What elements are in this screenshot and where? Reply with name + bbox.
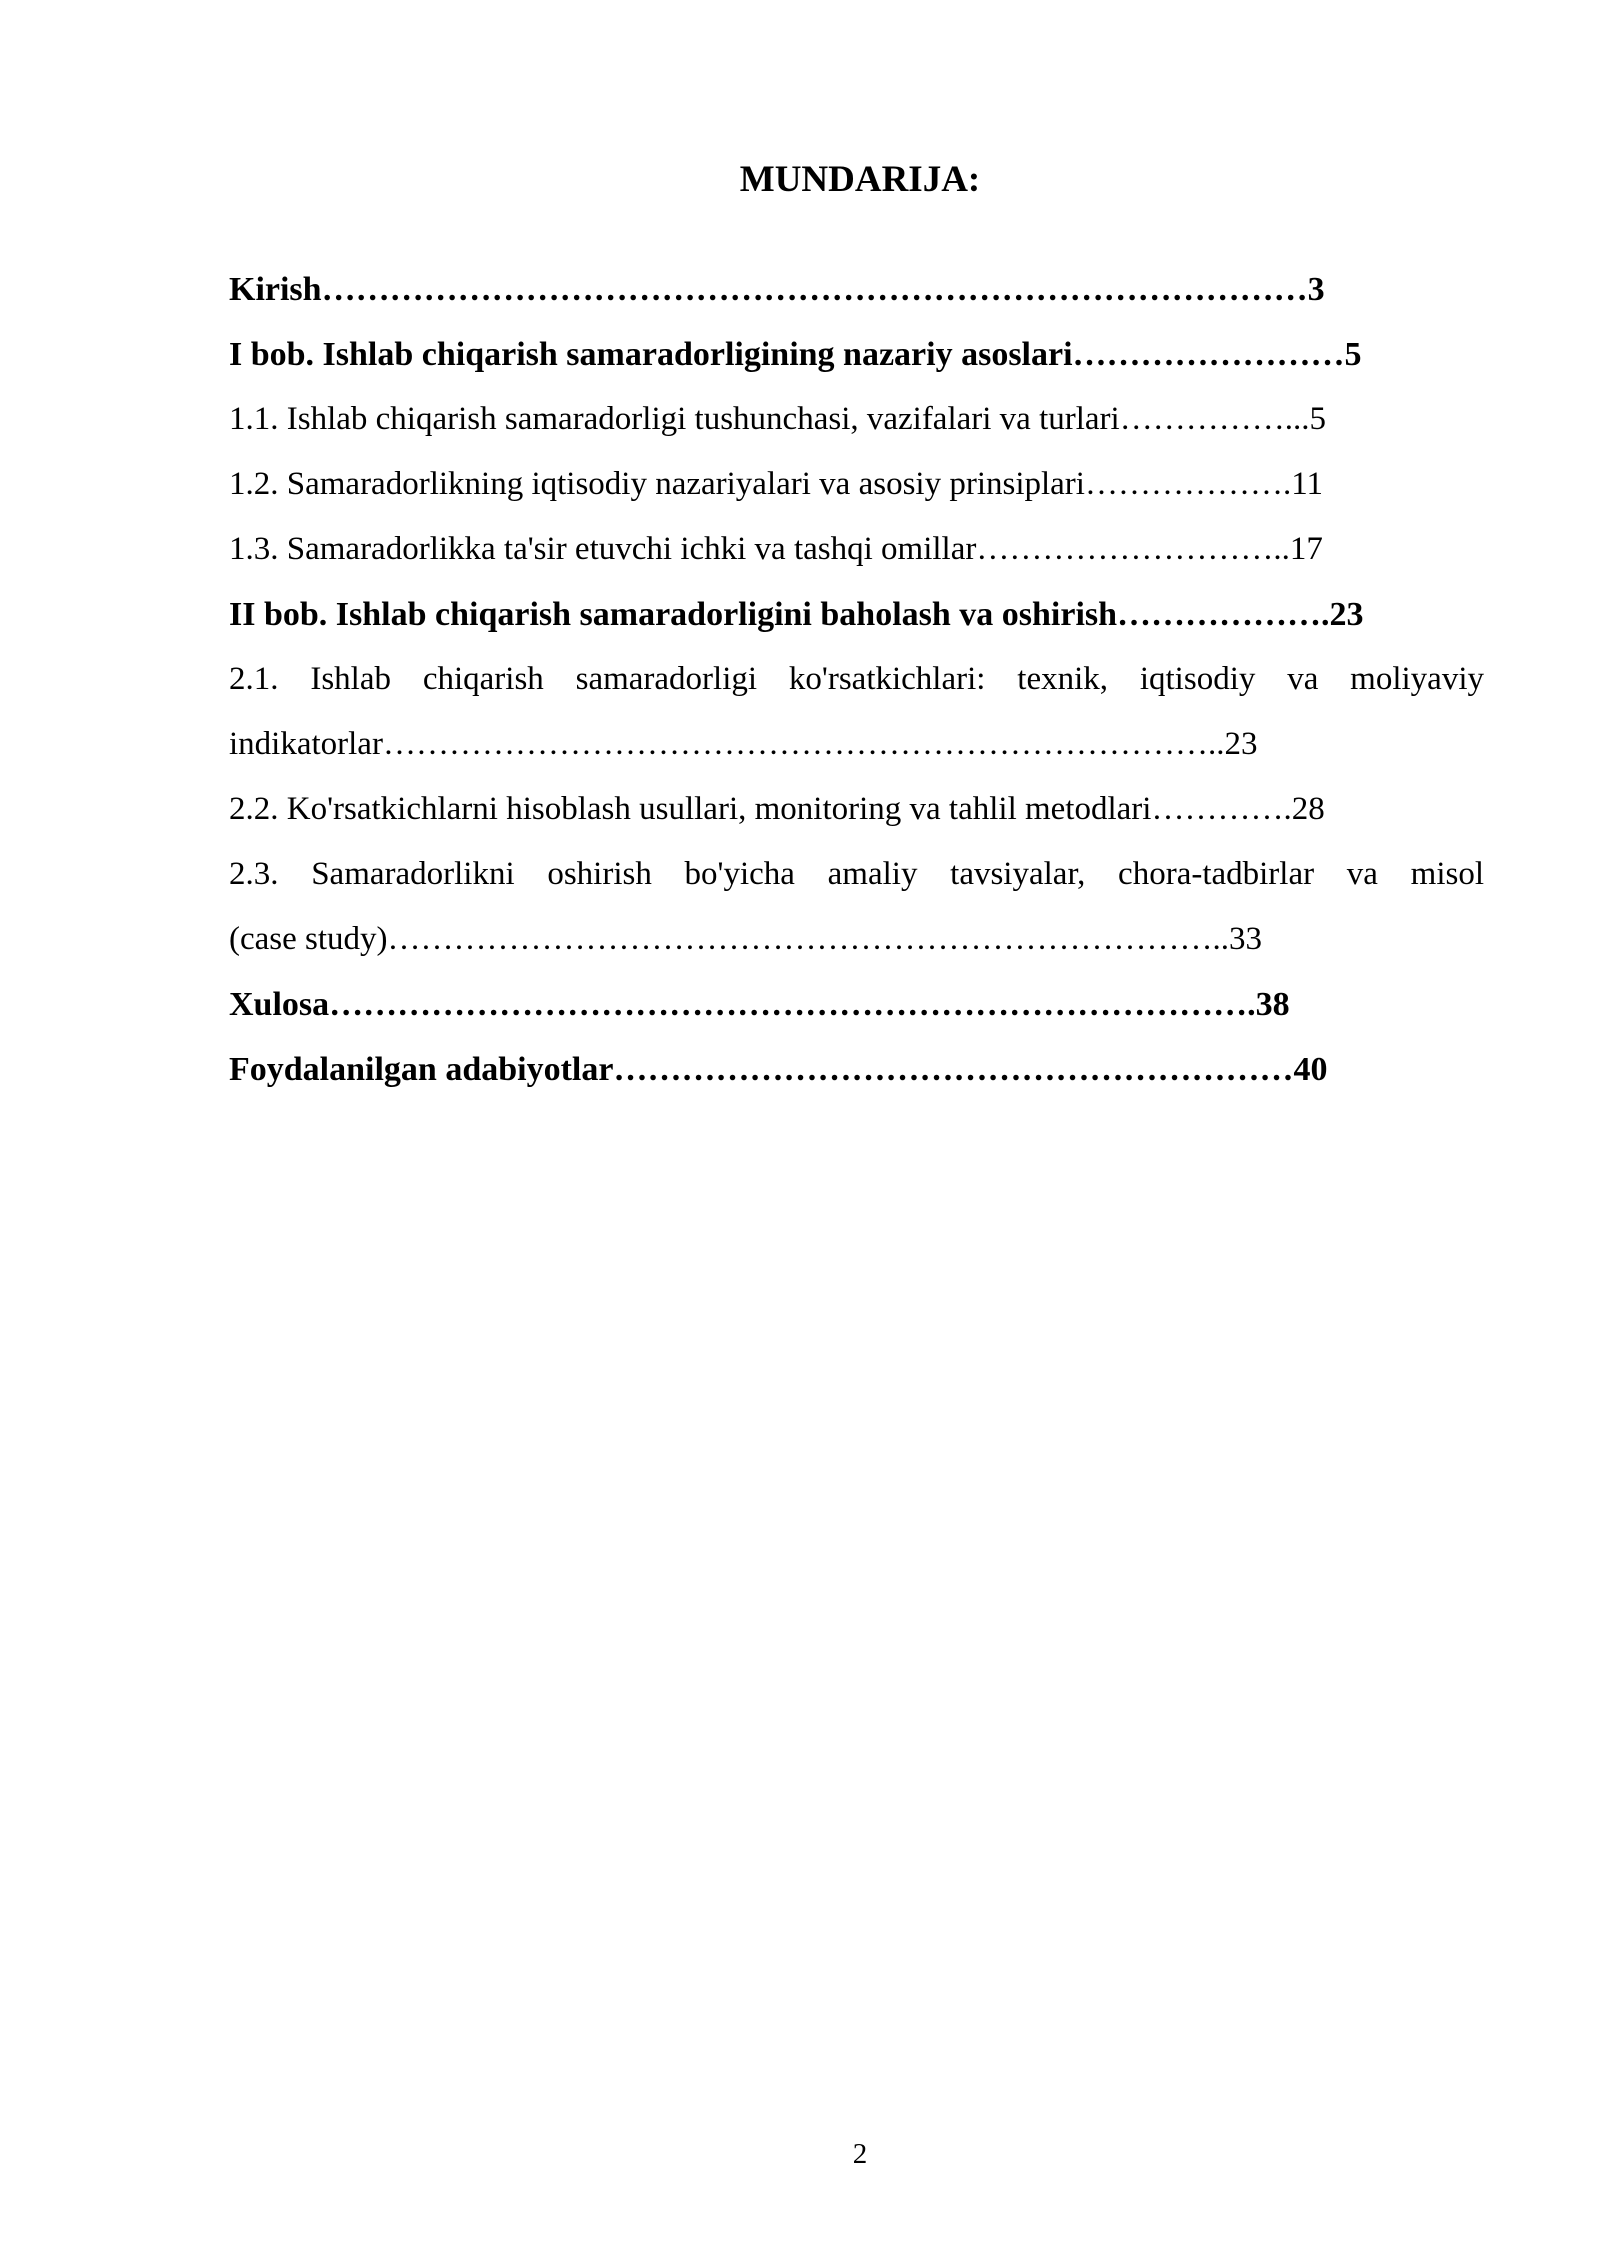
toc-entry-section-2-3-continued: (case study)…………………………………………………………………..33 <box>229 921 1263 957</box>
toc-entry-references: Foydalanilgan adabiyotlar……………………………………………………40 <box>229 1051 1328 1088</box>
toc-entry-xulosa: Xulosa……………………………………………………………………….38 <box>229 986 1290 1023</box>
toc-entry-section-2-3: 2.3. Samaradorlikni oshirish bo'yicha amaliy tavsiyalar, chora-tadbirlar va misol <box>229 856 1484 892</box>
toc-entry-section-1-1: 1.1. Ishlab chiqarish samaradorligi tushunchasi, vazifalari va turlari……………...5 <box>229 401 1326 437</box>
toc-entry-section-2-1: 2.1. Ishlab chiqarish samaradorligi ko'rsatkichlari: texnik, iqtisodiy va moliyaviy <box>229 661 1484 697</box>
page-number: 2 <box>852 2138 868 2170</box>
toc-entry-section-2-1-continued: indikatorlar…………………………………………………………………..23 <box>229 726 1258 762</box>
toc-entry-section-1-2: 1.2. Samaradorlikning iqtisodiy nazariyalari va asosiy prinsiplari……………….11 <box>229 466 1323 502</box>
toc-entry-section-1-3: 1.3. Samaradorlikka ta'sir etuvchi ichki va tashqi omillar………………………..17 <box>229 531 1323 567</box>
toc-entry-chapter-1: I bob. Ishlab chiqarish samaradorligining nazariy asoslari……………………5 <box>229 336 1362 373</box>
table-of-contents <box>229 257 1484 1102</box>
toc-entry-kirish: Kirish……………………………………………………………………………3 <box>229 271 1325 308</box>
page-title: MUNDARIJA: <box>739 159 981 200</box>
toc-entry-chapter-2: II bob. Ishlab chiqarish samaradorligini baholash va oshirish……………….23 <box>229 596 1364 633</box>
toc-entry-section-2-2: 2.2. Ko'rsatkichlarni hisoblash usullari, monitoring va tahlil metodlari………….28 <box>229 791 1325 827</box>
